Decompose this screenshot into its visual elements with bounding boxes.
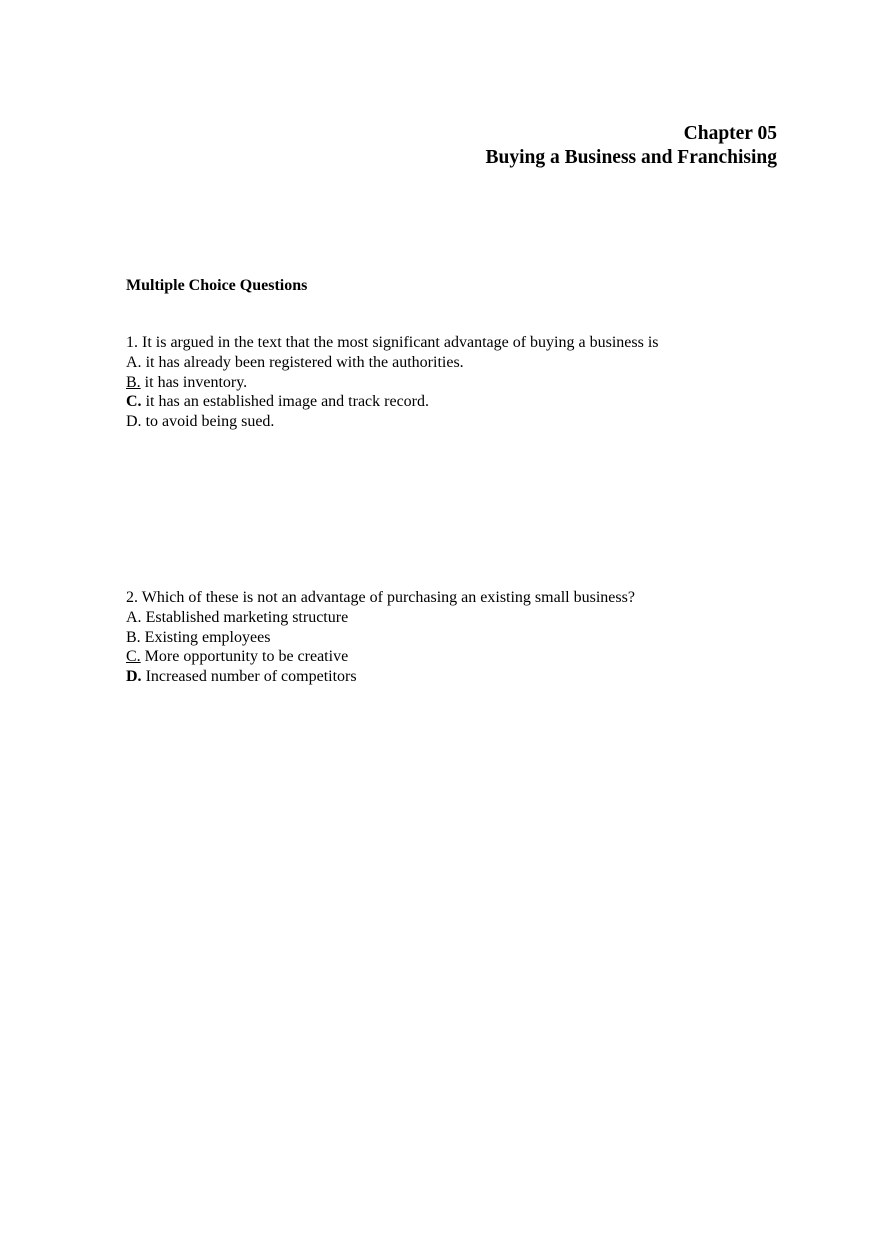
chapter-heading [485,122,777,170]
option-text: it has an established image and track record. [141,393,430,411]
option-letter: A. [126,608,142,626]
answer-option-c [126,392,659,412]
answer-option-a [126,353,659,373]
answer-option-d [126,667,635,687]
option-letter: D. [126,668,142,686]
option-letter: D. [126,413,142,431]
option-text: Existing employees [140,628,271,646]
option-text: Increased number of competitors [141,668,357,686]
question-1 [126,333,659,432]
option-text: it has already been registered with the authorities. [141,353,464,371]
option-letter: A. [126,353,142,371]
answer-option-b [126,628,635,648]
option-letter: C. [126,393,142,411]
answer-option-c [126,647,635,667]
question-text: 2. Which of these is not an advantage of purchasing an existing small business? [126,589,635,606]
section-heading: Multiple Choice Questions [126,277,308,294]
option-text: Established marketing structure [141,608,349,626]
answer-option-a [126,608,635,628]
option-letter: B. [126,628,141,646]
question-text: 1. It is argued in the text that the most significant advantage of buying a business is [126,334,659,351]
option-text: More opportunity to be creative [140,648,349,666]
chapter-title: Buying a Business and Franchising [485,147,777,168]
question-2 [126,588,635,687]
chapter-number: Chapter 05 [683,123,777,144]
answer-option-d [126,412,659,432]
option-text: to avoid being sued. [141,413,275,431]
answer-option-b [126,373,659,393]
option-letter: B. [126,373,141,391]
option-text: it has inventory. [140,373,248,391]
option-letter: C. [126,648,141,666]
